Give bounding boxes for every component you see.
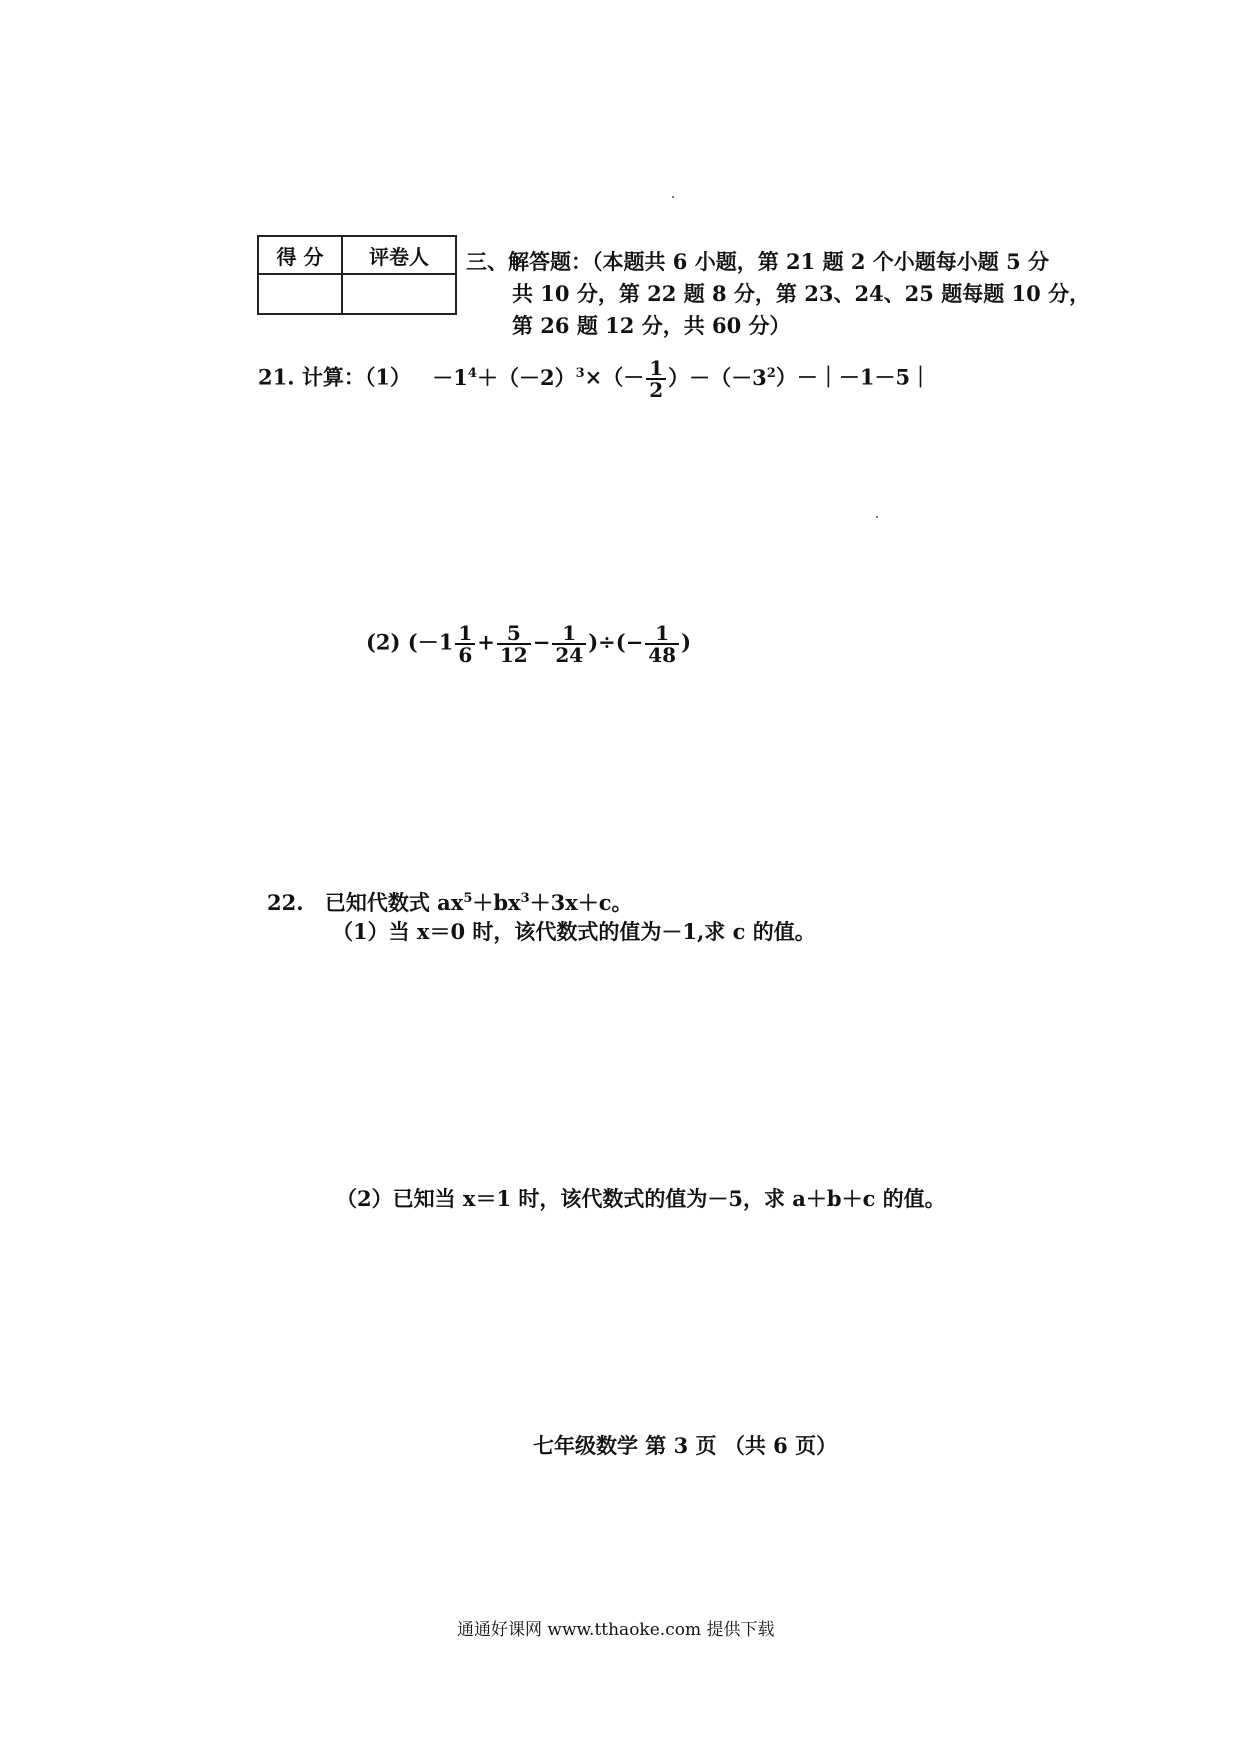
q22-part2: （2）已知当 x＝1 时，该代数式的值为－5，求 a＋b＋c 的值。	[336, 1186, 946, 1211]
q21-p2-frac4: $\frac{1}{48}$	[645, 623, 679, 665]
q21-term-b: $+(-2)^3$	[476, 364, 585, 390]
q22-part1: （1）当 x＝0 时，该代数式的值为－1,求 c 的值。	[332, 919, 816, 944]
section-heading-line2: 共 10 分，第 22 题 8 分，第 23、24、25 题每题 10 分，	[512, 281, 1091, 306]
q21-p2-frac3: $\frac{1}{24}$	[552, 623, 586, 665]
q21-label: 21. 计算：（1）	[258, 364, 411, 390]
q21-part1	[258, 358, 931, 400]
q21-part2-label: (2)	[366, 629, 401, 655]
q22-stem	[267, 885, 633, 917]
page-number: 七年级数学 第 3 页 （共 6 页）	[533, 1433, 838, 1458]
q21-term-a: $-1^4$	[432, 364, 477, 390]
q21-term-e: ）－｜－1－5｜	[775, 364, 932, 390]
q21-part2	[366, 623, 691, 665]
q22-expression: 已知代数式 $ax^5+bx^3+3x+c$。	[324, 890, 633, 915]
score-header: 得 分	[258, 236, 342, 274]
q21-p2-frac2: $\frac{5}{12}$	[497, 623, 531, 665]
source-watermark: 通通好课网 www.tthaoke.com 提供下载	[457, 1620, 775, 1640]
section-heading-line1: 三、解答题：（本题共 6 小题，第 21 题 2 个小题每小题 5 分	[466, 249, 1050, 274]
section-heading-line3: 第 26 题 12 分，共 60 分）	[512, 313, 791, 338]
q21-p2-plus: +	[477, 629, 495, 655]
q21-p2-open: (－1	[407, 629, 454, 655]
q21-p2-close: )	[681, 629, 692, 655]
score-cell	[258, 274, 342, 314]
grader-header: 评卷人	[342, 236, 456, 274]
scan-speck	[876, 516, 878, 518]
q21-p2-divide: )÷(−	[588, 629, 644, 655]
q22-label: 22.	[267, 890, 304, 915]
q21-p2-minus: −	[532, 629, 551, 655]
score-table	[257, 235, 457, 315]
scan-speck	[672, 196, 674, 198]
q21-term-c: ×（－	[584, 364, 645, 390]
grader-cell	[342, 274, 456, 314]
q21-p2-frac1: $\frac{1}{6}$	[455, 623, 475, 665]
q21-fraction: $\frac{1}{2}$	[646, 358, 666, 400]
q21-term-d: ）$-(-3^2$	[668, 364, 776, 390]
